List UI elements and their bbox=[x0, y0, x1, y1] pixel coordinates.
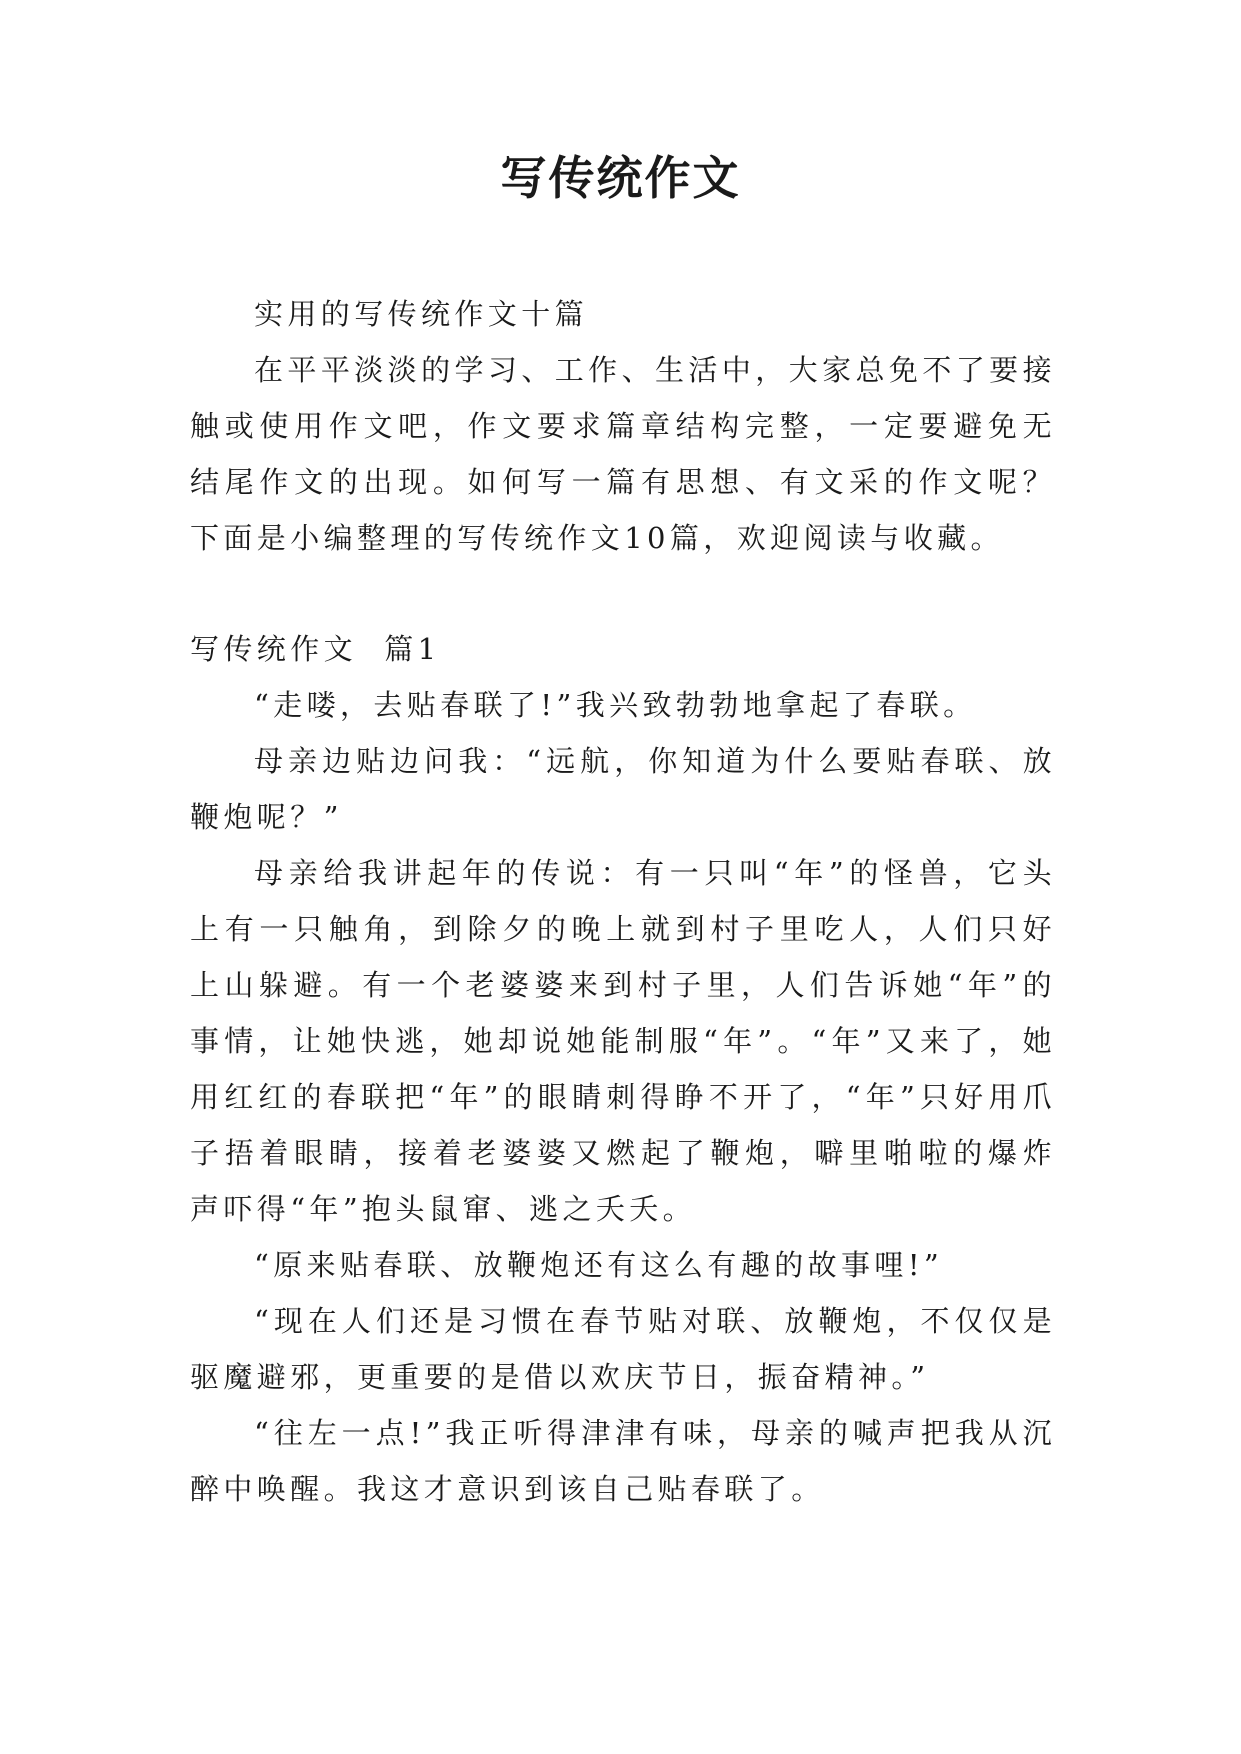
document-body bbox=[190, 286, 1056, 1517]
document-title: 写传统作文 bbox=[500, 151, 741, 205]
section-spacer bbox=[190, 566, 1056, 621]
section-heading: 写传统作文 篇1 bbox=[190, 632, 441, 666]
story-paragraph-3: 母亲给我讲起年的传说：有一只叫“年”的怪兽，它头上有一只触角，到除夕的晚上就到村子里吃人，人们只好上山躲避。有一个老婆婆来到村子里，人们告诉她“年”的事情，让她快逃，她却说她能制服“年”。“年”又来了，她用红红的春联把“年”的眼睛刺得睁不开了，“年”只好用爪子捂着眼睛，接着老婆婆又燃起了鞭炮，噼里啪啦的爆炸声吓得“年”抱头鼠窜、逃之夭夭。 bbox=[190, 856, 1056, 1226]
story-paragraph-4: “原来贴春联、放鞭炮还有这么有趣的故事哩!” bbox=[254, 1248, 944, 1282]
intro-paragraph: 在平平淡淡的学习、工作、生活中，大家总免不了要接触或使用作文吧，作文要求篇章结构完整，一定要避免无结尾作文的出现。如何写一篇有思想、有文采的作文呢？下面是小编整理的写传统作文10篇，欢迎阅读与收藏。 bbox=[190, 353, 1056, 555]
story-paragraph-6: “往左一点!”我正听得津津有味，母亲的喊声把我从沉醉中唤醒。我这才意识到该自己贴春联了。 bbox=[190, 1416, 1056, 1506]
story-paragraph-1: “走喽，去贴春联了!”我兴致勃勃地拿起了春联。 bbox=[254, 688, 977, 722]
subtitle-line: 实用的写传统作文十篇 bbox=[254, 297, 589, 331]
story-paragraph-5: “现在人们还是习惯在春节贴对联、放鞭炮，不仅仅是驱魔避邪，更重要的是借以欢庆节日，振奋精神。” bbox=[190, 1304, 1056, 1394]
story-paragraph-2: 母亲边贴边问我：“远航，你知道为什么要贴春联、放鞭炮呢？” bbox=[190, 744, 1056, 834]
